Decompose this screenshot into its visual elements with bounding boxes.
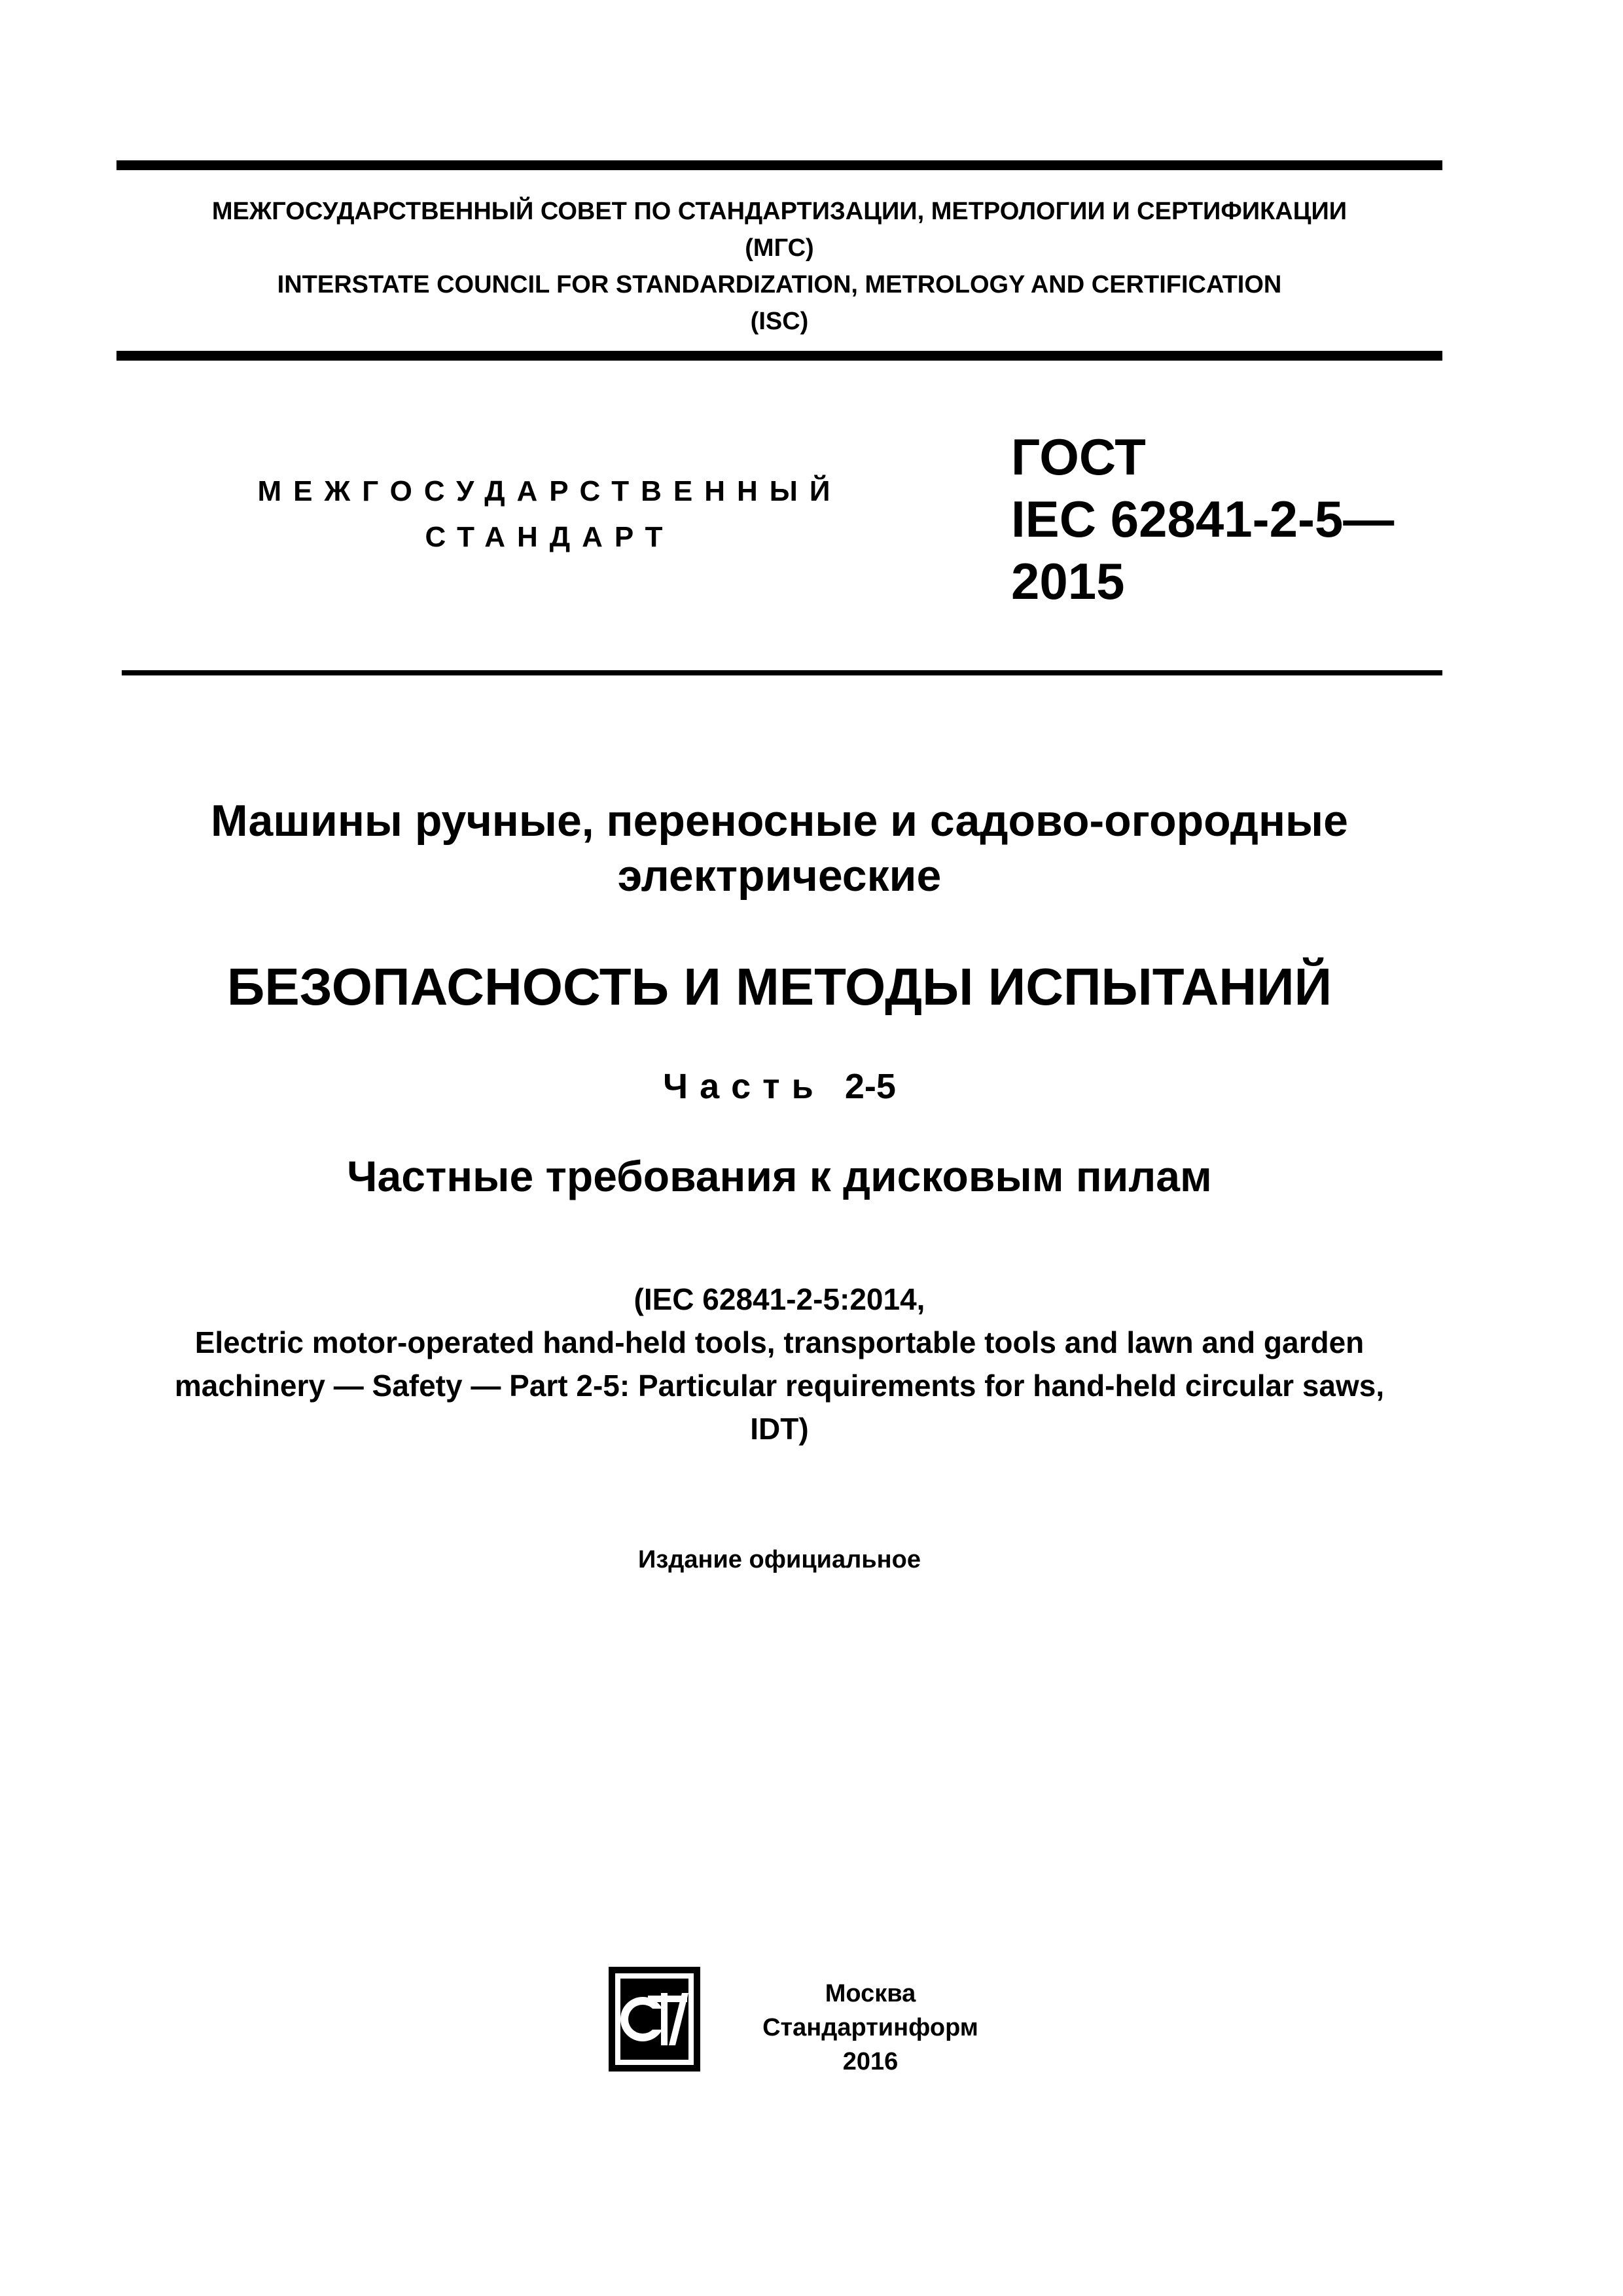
- title-part: [116, 1064, 1442, 1109]
- standard-designation-line-1: ГОСТ: [1011, 428, 1146, 486]
- title-subtitle: Частные требования к дисковым пилам: [347, 1152, 1212, 1200]
- publisher-city: Москва: [825, 1980, 916, 2007]
- council-abbr-en: (ISC): [750, 308, 809, 335]
- council-name-ru: МЕЖГОСУДАРСТВЕННЫЙ СОВЕТ ПО СТАНДАРТИЗАЦИИ, МЕТРОЛОГИИ И СЕРТИФИКАЦИИ: [211, 198, 1347, 225]
- council-abbr-ru: (МГС): [745, 234, 814, 262]
- international-ref-line-2: Electric motor-operated hand-held tools, transportable tools and lawn and garden: [194, 1325, 1364, 1359]
- middle-rule: [116, 351, 1442, 361]
- top-rule: [116, 160, 1442, 170]
- international-ref-line-3: machinery — Safety — Part 2-5: Particular requirements for hand-held circular saws,: [174, 1369, 1385, 1403]
- part-number: 2-5: [844, 1067, 896, 1106]
- international-ref-line-1: (IEC 62841-2-5:2014,: [633, 1282, 925, 1316]
- standard-kind-line-2: СТАНДАРТ: [425, 521, 675, 553]
- lower-rule: [122, 670, 1442, 675]
- international-ref-line-4: IDT): [750, 1412, 809, 1446]
- council-name-en: INTERSTATE COUNCIL FOR STANDARDIZATION, METROLOGY AND CERTIFICATION: [277, 271, 1282, 298]
- title-main-line-1: Машины ручные, переносные и садово-огородные: [211, 796, 1348, 846]
- publication-year: 2016: [842, 2048, 899, 2075]
- edition-note: Издание официальное: [638, 1546, 921, 1573]
- standard-designation-line-3: 2015: [1011, 552, 1125, 610]
- publisher-name: Стандартинформ: [762, 2014, 978, 2041]
- part-label: Часть: [663, 1067, 825, 1106]
- standard-designation-line-2: IEC 62841-2-5—: [1011, 490, 1395, 548]
- title-safety: БЕЗОПАСНОСТЬ И МЕТОДЫ ИСПЫТАНИЙ: [226, 958, 1332, 1016]
- title-main-line-2: электрические: [617, 851, 942, 901]
- standartinform-logo-icon: [609, 1967, 700, 2072]
- standard-kind-line-1: МЕЖГОСУДАРСТВЕННЫЙ: [257, 475, 842, 507]
